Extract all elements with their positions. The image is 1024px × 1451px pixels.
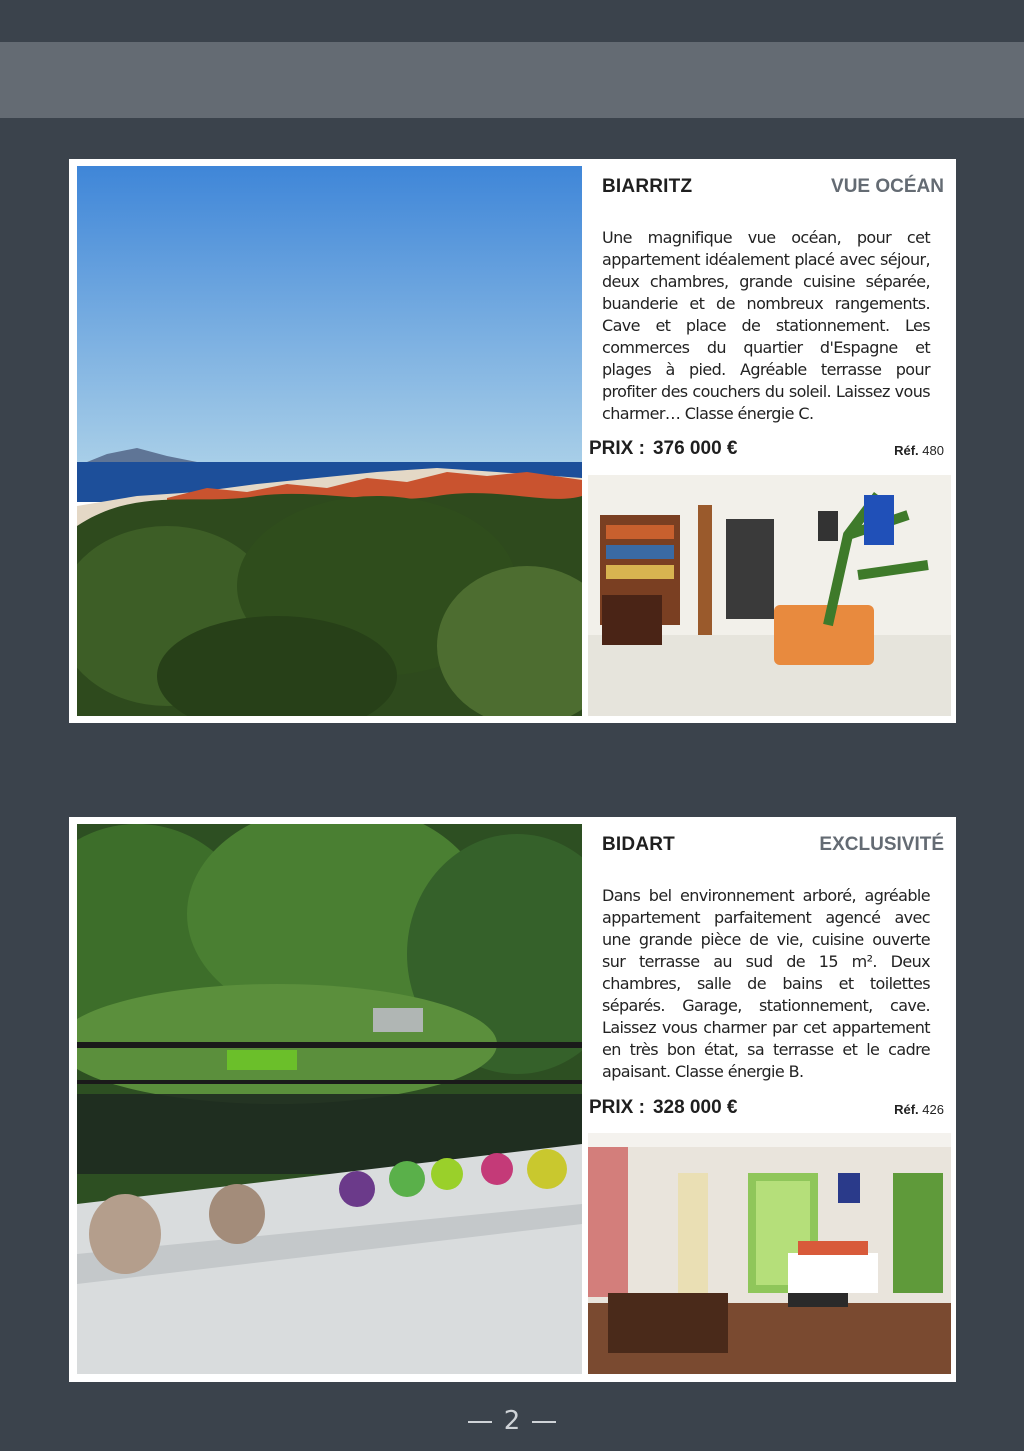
listing-tag: VUE OCÉAN [831, 176, 944, 197]
listing-interior-photo [588, 475, 951, 716]
listing-reference [894, 1102, 944, 1117]
listing-main-photo [77, 166, 582, 716]
listing-reference [894, 443, 944, 458]
ref-number: 480 [922, 443, 944, 458]
page-number-value: 2 [503, 1406, 521, 1436]
price-label: PRIX : [589, 1097, 645, 1118]
listing-tag: EXCLUSIVITÉ [819, 834, 944, 855]
top-strip [0, 0, 1024, 42]
price-label: PRIX : [589, 438, 645, 459]
header-band [0, 42, 1024, 118]
page-number [0, 1406, 1024, 1436]
listing-main-photo [77, 824, 582, 1374]
page-number-dash [468, 1421, 492, 1423]
listing-city: BIDART [602, 834, 675, 855]
listing-card [69, 159, 956, 723]
listing-description: Dans bel environnement arboré, agréable appartement parfaitement agencé avec une grande pièce de vie, cuisine ouverte sur terrasse au sud de 15 m². Deux chambres, salle de bains et toilettes séparés. Garage, stationnement, cave. Laissez vous charmer par cet appartement en très bon état, sa terrasse et le cadre apaisant. Classe énergie B. [602, 886, 930, 1081]
listing-card [69, 817, 956, 1382]
listing-price [589, 438, 737, 460]
listing-interior-photo [588, 1133, 951, 1374]
price-amount: 376 000 € [652, 438, 738, 459]
ref-label: Réf. [894, 1102, 919, 1117]
page-number-dash [532, 1421, 556, 1423]
listing-price [589, 1097, 737, 1119]
ref-label: Réf. [894, 443, 919, 458]
listing-city: BIARRITZ [602, 176, 693, 197]
ref-number: 426 [922, 1102, 944, 1117]
price-amount: 328 000 € [652, 1097, 738, 1118]
listing-description: Une magnifique vue océan, pour cet appartement idéalement placé avec séjour, deux chambres, grande cuisine séparée, buanderie et de nombreux rangements. Cave et place de stationnement. Les commerces du quartier d'Espagne et plages à pied. Agréable terrasse pour profiter des couchers du soleil. Laissez vous charmer… Classe énergie C. [602, 228, 930, 423]
